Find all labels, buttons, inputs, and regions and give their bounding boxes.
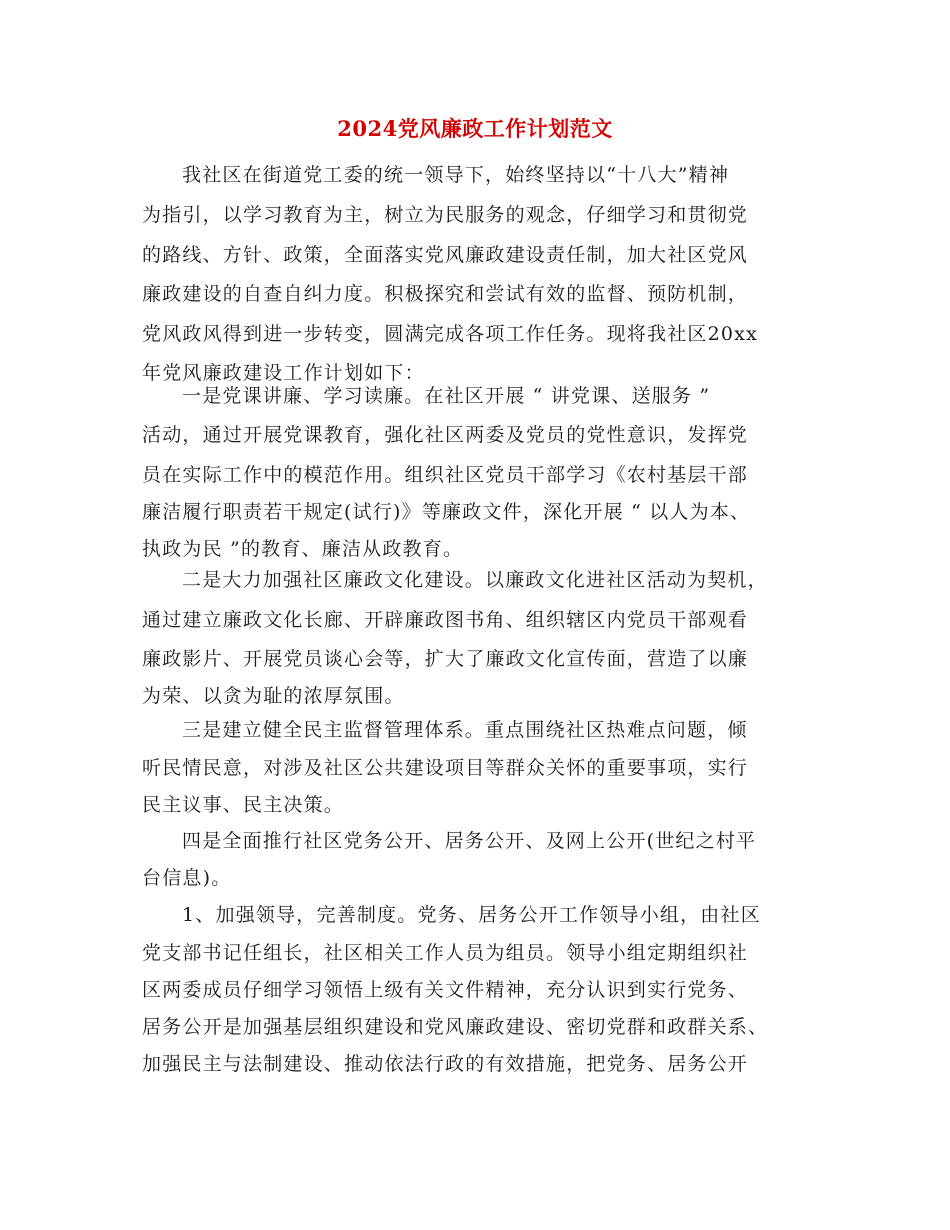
text-line: 四是全面推行社区党务公开、居务公开、及网上公开(世纪之村平 [182,830,757,852]
text-line: 听民情民意，对涉及社区公共建设项目等群众关怀的重要事项，实行 [142,757,749,779]
text-line: 廉政影片、开展党员谈心会等，扩大了廉政文化宣传面，营造了以廉 [142,648,749,670]
text-line: 党风政风得到进一步转变，圆满完成各项工作任务。现将我社区20xx [142,323,759,345]
text-line: 员在实际工作中的模范作用。组织社区党员干部学习《农村基层干部 [142,464,749,486]
text-line: 区两委成员仔细学习领悟上级有关文件精神，充分认识到实行党务、 [142,979,749,1001]
text-line: 通过建立廉政文化长廊、开辟廉政图书角、组织辖区内党员干部观看 [142,609,749,631]
text-line: 的路线、方针、政策，全面落实党风廉政建设责任制，加大社区党风 [142,244,749,266]
text-line: 执政为民 ”的教育、廉洁从政教育。 [142,538,464,560]
text-line: 廉洁履行职责若干规定(试行)》等廉政文件，深化开展 “ 以人为本、 [142,501,751,523]
text-line: 二是大力加强社区廉政文化建设。以廉政文化进社区活动为契机， [182,569,768,591]
text-line: 活动，通过开展党课教育，强化社区两委及党员的党性意识，发挥党 [142,424,749,446]
text-line: 1、加强领导，完善制度。党务、居务公开工作领导小组，由社区 [182,904,761,926]
text-line: 居务公开是加强基层组织建设和党风廉政建设、密切党群和政群关系、 [142,1016,769,1038]
text-line: 为指引，以学习教育为主，树立为民服务的观念，仔细学习和贯彻党 [142,204,749,226]
text-line: 一是党课讲廉、学习读廉。在社区开展 “ 讲党课、送服务 ” [182,385,711,407]
text-line: 为荣、以贪为耻的浓厚氛围。 [142,685,405,707]
text-line: 台信息)。 [142,867,232,889]
text-line: 我社区在街道党工委的统一领导下，始终坚持以“十八大”精神 [182,164,730,186]
text-line: 民主议事、民主决策。 [142,794,345,816]
text-line: 三是建立健全民主监督管理体系。重点围绕社区热难点问题，倾 [182,719,748,741]
text-line: 廉政建设的自查自纠力度。积极探究和尝试有效的监督、预防机制， [142,283,749,305]
document-title: 2024党风廉政工作计划范文 [337,116,613,141]
text-line: 加强民主与法制建设、推动依法行政的有效措施，把党务、居务公开 [142,1053,749,1075]
text-line: 党支部书记任组长，社区相关工作人员为组员。领导小组定期组织社 [142,942,749,964]
text-line: 年党风廉政建设工作计划如下： [142,362,425,384]
